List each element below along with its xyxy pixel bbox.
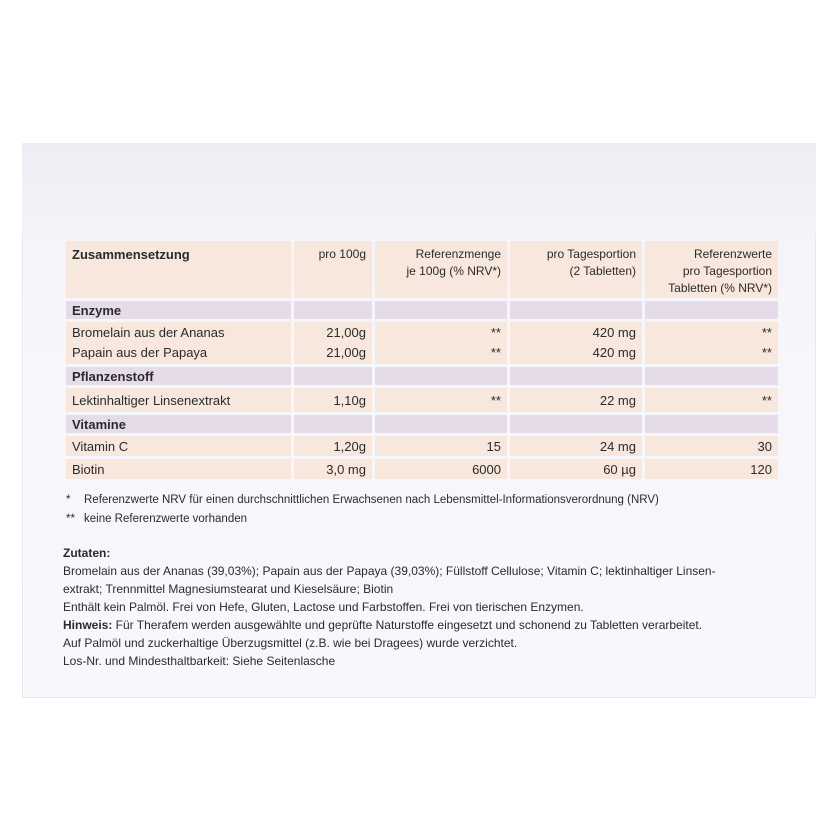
header-refdaily-line3: Tabletten (% NRV*) bbox=[668, 281, 772, 295]
row-ref100: 15 bbox=[375, 436, 507, 456]
empty-cell bbox=[645, 301, 778, 319]
empty-cell bbox=[645, 367, 778, 385]
section-label: Pflanzenstoff bbox=[66, 367, 291, 385]
empty-cell bbox=[375, 415, 507, 433]
empty-cell bbox=[510, 301, 642, 319]
header-daily-line2: (2 Tabletten) bbox=[569, 264, 636, 278]
hint-label: Hinweis: bbox=[63, 618, 113, 632]
row-refdaily: ** bbox=[645, 388, 778, 412]
bromelain-refdaily: ** bbox=[761, 325, 772, 340]
empty-cell bbox=[294, 301, 372, 319]
row-per100: 1,20g bbox=[294, 436, 372, 456]
section-label: Enzyme bbox=[66, 301, 291, 319]
row-name: Biotin bbox=[66, 459, 291, 479]
empty-cell bbox=[375, 367, 507, 385]
header-refdaily bbox=[645, 241, 778, 298]
row-refdaily: 30 bbox=[645, 436, 778, 456]
nutrition-table bbox=[63, 238, 781, 482]
ingredients-line-3: Enthält kein Palmöl. Frei von Hefe, Gluten, Lactose und Farbstoffen. Frei von tierischen Enzymen. bbox=[63, 600, 584, 614]
papain-name: Papain aus der Papaya bbox=[72, 345, 208, 360]
table-row-enzymes bbox=[66, 322, 778, 364]
row-refdaily: 120 bbox=[645, 459, 778, 479]
row-daily: 22 mg bbox=[510, 388, 642, 412]
ingredients-line-1: Bromelain aus der Ananas (39,03%); Papain aus der Papaya (39,03%); Füllstoff Cellulose; Vitamin C; lektinhaltiger Linsen- bbox=[63, 564, 716, 578]
row-daily: 60 µg bbox=[510, 459, 642, 479]
header-ref100-line1: Referenzmenge bbox=[415, 247, 501, 261]
header-ref100-line2: je 100g (% NRV*) bbox=[406, 264, 501, 278]
bromelain-daily: 420 mg bbox=[592, 325, 636, 340]
table-row-biotin bbox=[66, 459, 778, 479]
section-label: Vitamine bbox=[66, 415, 291, 433]
table-row-vitc bbox=[66, 436, 778, 456]
footnote-1-mark: * bbox=[66, 494, 71, 506]
row-name: Vitamin C bbox=[66, 436, 291, 456]
section-row-pflanzenstoff bbox=[66, 367, 778, 385]
footnote-2-mark: ** bbox=[66, 513, 75, 525]
hint-text: Für Therafem werden ausgewählte und geprüfte Naturstoffe eingesetzt und schonend zu Tabletten verarbeitet. bbox=[112, 618, 703, 632]
package-top-edge bbox=[22, 143, 816, 233]
table-header-row bbox=[66, 241, 778, 298]
section-row-vitamine bbox=[66, 415, 778, 433]
row-daily bbox=[510, 322, 642, 364]
papain-daily: 420 mg bbox=[592, 345, 636, 360]
header-daily bbox=[510, 241, 642, 298]
ingredients-line-6: Los-Nr. und Mindesthaltbarkeit: Siehe Seitenlasche bbox=[63, 654, 336, 668]
papain-ref100: ** bbox=[490, 345, 501, 360]
empty-cell bbox=[375, 301, 507, 319]
ingredients-line-5: Auf Palmöl und zuckerhaltige Überzugsmittel (z.B. wie bei Dragees) wurde verzichtet. bbox=[63, 636, 518, 650]
ghost-print-line bbox=[110, 150, 810, 151]
row-daily: 24 mg bbox=[510, 436, 642, 456]
footnote-2 bbox=[66, 510, 659, 529]
empty-cell bbox=[510, 367, 642, 385]
header-daily-line1: pro Tagesportion bbox=[546, 247, 636, 261]
footnotes bbox=[66, 491, 659, 529]
section-row-enzyme bbox=[66, 301, 778, 319]
table-row-linsen bbox=[66, 388, 778, 412]
ingredients-block bbox=[63, 544, 783, 670]
header-ref100 bbox=[375, 241, 507, 298]
header-refdaily-line1: Referenzwerte bbox=[693, 247, 772, 261]
footnote-1 bbox=[66, 491, 659, 510]
row-refdaily bbox=[645, 322, 778, 364]
empty-cell bbox=[294, 415, 372, 433]
empty-cell bbox=[645, 415, 778, 433]
row-ref100: 6000 bbox=[375, 459, 507, 479]
papain-refdaily: ** bbox=[761, 345, 772, 360]
row-name bbox=[66, 322, 291, 364]
bromelain-name: Bromelain aus der Ananas bbox=[72, 325, 225, 340]
header-composition: Zusammensetzung bbox=[66, 241, 291, 298]
bromelain-ref100: ** bbox=[490, 325, 501, 340]
header-refdaily-line2: pro Tagesportion bbox=[682, 264, 772, 278]
empty-cell bbox=[294, 367, 372, 385]
row-per100: 1,10g bbox=[294, 388, 372, 412]
papain-per100: 21,00g bbox=[326, 345, 366, 360]
row-ref100 bbox=[375, 322, 507, 364]
footnote-2-text: keine Referenzwerte vorhanden bbox=[84, 513, 248, 525]
ingredients-title: Zutaten: bbox=[63, 546, 111, 560]
footnote-1-text: Referenzwerte NRV für einen durchschnittlichen Erwachsenen nach Lebensmittel-Informationsverordnung (NRV) bbox=[84, 494, 659, 506]
hint-line bbox=[63, 616, 783, 634]
header-per100: pro 100g bbox=[294, 241, 372, 298]
row-per100 bbox=[294, 322, 372, 364]
empty-cell bbox=[510, 415, 642, 433]
ingredients-line-2: extrakt; Trennmittel Magnesiumstearat und Kieselsäure; Biotin bbox=[63, 582, 394, 596]
bromelain-per100: 21,00g bbox=[326, 325, 366, 340]
row-name: Lektinhaltiger Linsenextrakt bbox=[66, 388, 291, 412]
row-ref100: ** bbox=[375, 388, 507, 412]
row-per100: 3,0 mg bbox=[294, 459, 372, 479]
